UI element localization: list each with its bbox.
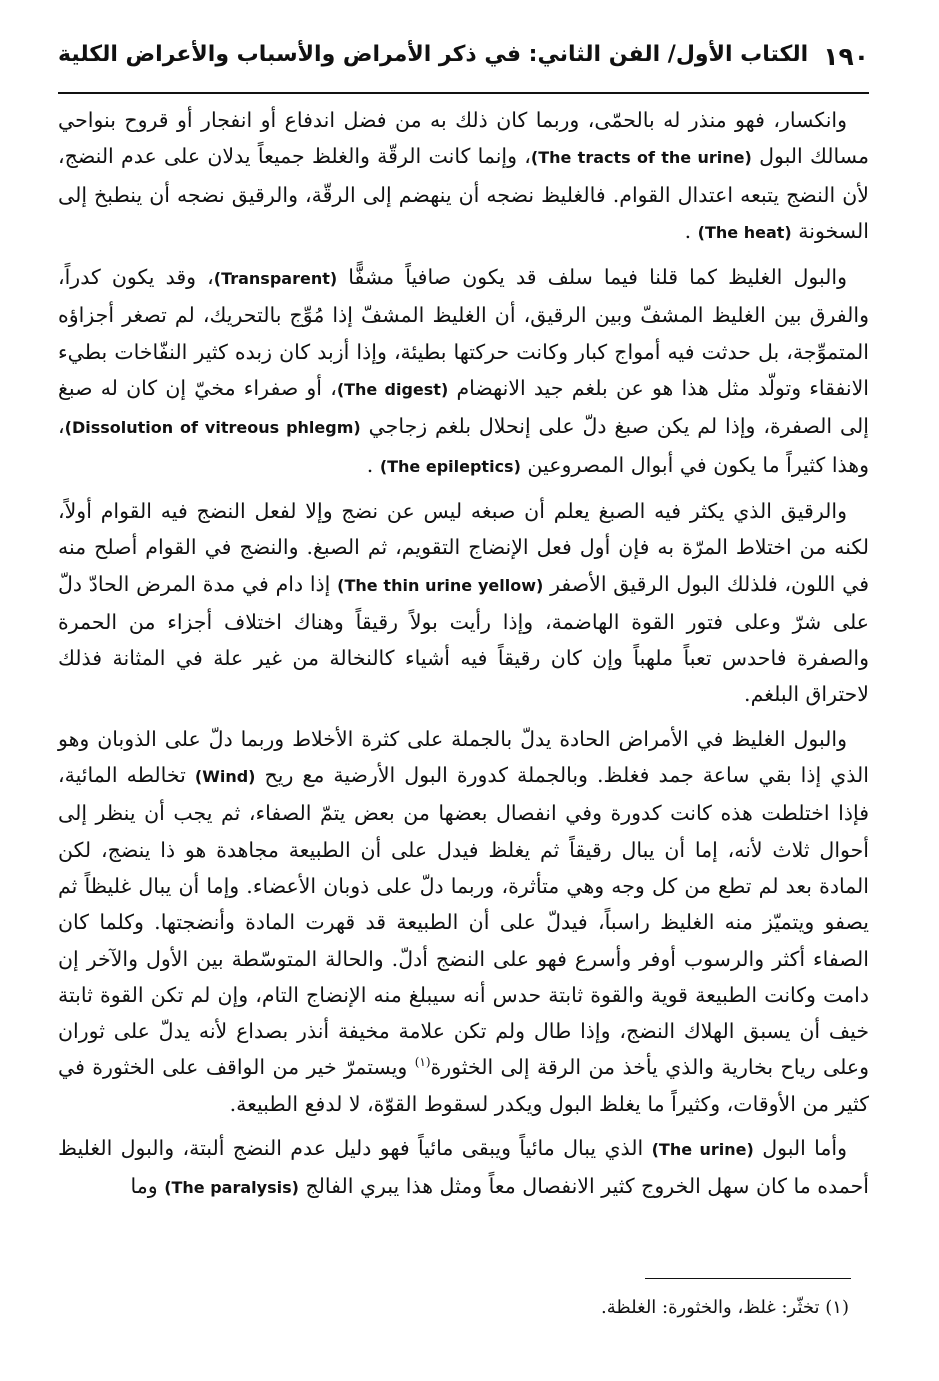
- english-term: (The urine): [651, 1140, 754, 1160]
- english-term: (The heat): [697, 222, 792, 242]
- page-header: [58, 38, 869, 88]
- english-term: (The paralysis): [164, 1178, 299, 1198]
- paragraph-text: الذي يبال مائياً ويبقى مائياً فهو دليل عدم النضج ألبتة، والبول الغليظ أحمده ما كان سهل الخروج كثير الانفصال معاً ومثل هذا يبري الفالج: [58, 1136, 869, 1199]
- paragraph-text: والرقيق الذي يكثر فيه الصبغ يعلم أن صبغه ليس عن نضج وإلا لفعل النضج فيه القوام أولاً، لكنه من اختلاط المرّة به فإن أول فعل الإنضاج التقويم، ثم الصبغ. والنضج في القوام أصلح منه في اللون، فلذلك البول الرقيق الأصفر: [58, 498, 870, 596]
- body-text: [58, 102, 869, 1215]
- paragraph-text: وانكسار، فهو منذر له بالحمّى، وربما كان ذلك به من فضل اندفاع أو انفجار أو قروح بنواحي مسالك البول: [58, 108, 870, 169]
- paragraph-3: [58, 493, 869, 713]
- paragraph-5: [58, 1130, 869, 1207]
- running-title: الكتاب الأول/ الفن الثاني: في ذكر الأمراض والأسباب والأعراض الكلية: [58, 42, 809, 67]
- footnote-rule: [645, 1278, 851, 1279]
- paragraph-text: ، وهذا كثيراً ما يكون في أبوال المصروعين: [58, 414, 869, 477]
- paragraph-text: ، وإنما كانت الرقّة والغلظ جميعاً يدلان على عدم النضج، لأن النضج يتبعه اعتدال القوام. فالغليظ نضجه أن ينهضم إلى الرقّة، والرقيق نضجه أن ينطبخ إلى السخونة: [58, 144, 869, 243]
- paragraph-text: ، أو صفراء مخيّ إن كان له صبغ إلى الصفرة، وإذا لم يكن صبغ دلّ على إنحلال بلغم زجاجي: [58, 376, 869, 439]
- footnote-text: تخثّر: غلظ، والخثورة: الغلظة.: [601, 1297, 820, 1318]
- english-term: (Dissolution of vitreous phlegm): [64, 418, 361, 438]
- header-rule: [58, 92, 869, 94]
- page-number: ١٩٠: [823, 42, 869, 71]
- footnote-reference: (١): [414, 1055, 431, 1070]
- english-term: (Transparent): [213, 269, 338, 289]
- paragraph-text: وما: [130, 1174, 158, 1199]
- paragraph-text: ويستمرّ خير من الواقف على الخثورة في كثير من الأوقات، وكثيراً ما يغلظ البول ويكدر لسقوط القوّة، لا لدفع الطبيعة.: [58, 1055, 869, 1116]
- paragraph-text: والبول الغليظ في الأمراض الحادة يدلّ بالجملة على كثرة الأخلاط وربما دلّ على الذوبان وهو الذي إذا بقي ساعة جمد فغلظ. وبالجملة كدورة البول الأرضية مع ريح: [58, 726, 869, 788]
- paragraph-text: ، وقد يكون كدراً، والفرق بين الغليظ المشفّ وبين الرقيق، أن الغليظ المشفّ إذا مُوِّج بالتحريك، لم تصغر أجزاؤه المتموِّجة، بل حدثت فيه أمواج كبار وكانت حركتها بطيئة، وإذا أزبد كان زبده كثير النفّاخات بطيء الانفقاء وتولّد مثل هذا هو عن بلغم جيد الانهضام: [58, 265, 870, 401]
- english-term: (The digest): [336, 380, 449, 400]
- paragraph-text: وأما البول: [762, 1136, 848, 1161]
- english-term: (The thin urine yellow): [337, 575, 544, 595]
- english-term: (The tracts of the urine): [530, 148, 752, 168]
- english-term: (The epileptics): [379, 456, 521, 476]
- paragraph-text: تخالطه المائية، فإذا اختلطت هذه كانت كدورة وفي انفصال بعضها من بعض يتمّ الصفاء، ثم يجب أن ينظر إلى أحوال ثلاث لأنه، إما أن يبال رقيقاً ثم يغلظ فيدل على أن الطبيعة مجاهدة هو ذا ينضج، لكن المادة بعد لم تطع من كل وجه وهي متأثرة، وربما دلّ على ذوبان الأعضاء. وإما أن يبال غليظاً ثم يصفو ويتميّز منه الغليظ راسباً، فيدلّ على أن الطبيعة قد قهرت المادة وأنضجتها. وكلما كان الصفاء أكثر والرسوب أوفر وأسرع فهو على النضج أدلّ. والحالة المتوسّطة بين الأول والآخر إن دامت وكانت الطبيعة قوية والقوة ثابتة حدس أنه سيبلغ منه الإنضاج التام، وإن لم تكن القوة ثابتة خيف أن يسبق الهلاك النضج، وإذا طال ولم تكن علامة مخيفة أنذر بصداع لأنه يدلّ على ثوران وعلى رياح بخارية والذي يأخذ من الرقة إلى الخثورة: [58, 763, 869, 1080]
- footnote: [58, 1294, 849, 1322]
- paragraph-text: إذا دام في مدة المرض الحادّ دلّ على شرّ وعلى فتور القوة الهاضمة، وإذا رأيت بولاً رقيقاً وهناك اختلاف أجزاء من الحمرة والصفرة فاحدس تعباً ملهباً وإن كان رقيقاً فيه أشياء كالنخالة من غير علة في المثانة فذلك لاحتراق البلغم.: [58, 571, 869, 707]
- paragraph-text: .: [684, 218, 692, 243]
- footnote-number: (١): [825, 1297, 849, 1318]
- paragraph-4: [58, 721, 869, 1122]
- english-term: (Wind): [194, 767, 256, 787]
- paragraph-1: [58, 102, 869, 251]
- paragraph-text: .: [366, 452, 374, 477]
- paragraph-2: [58, 259, 869, 485]
- paragraph-text: والبول الغليظ كما قلنا فيما سلف قد يكون صافياً مشفًّا: [348, 265, 847, 290]
